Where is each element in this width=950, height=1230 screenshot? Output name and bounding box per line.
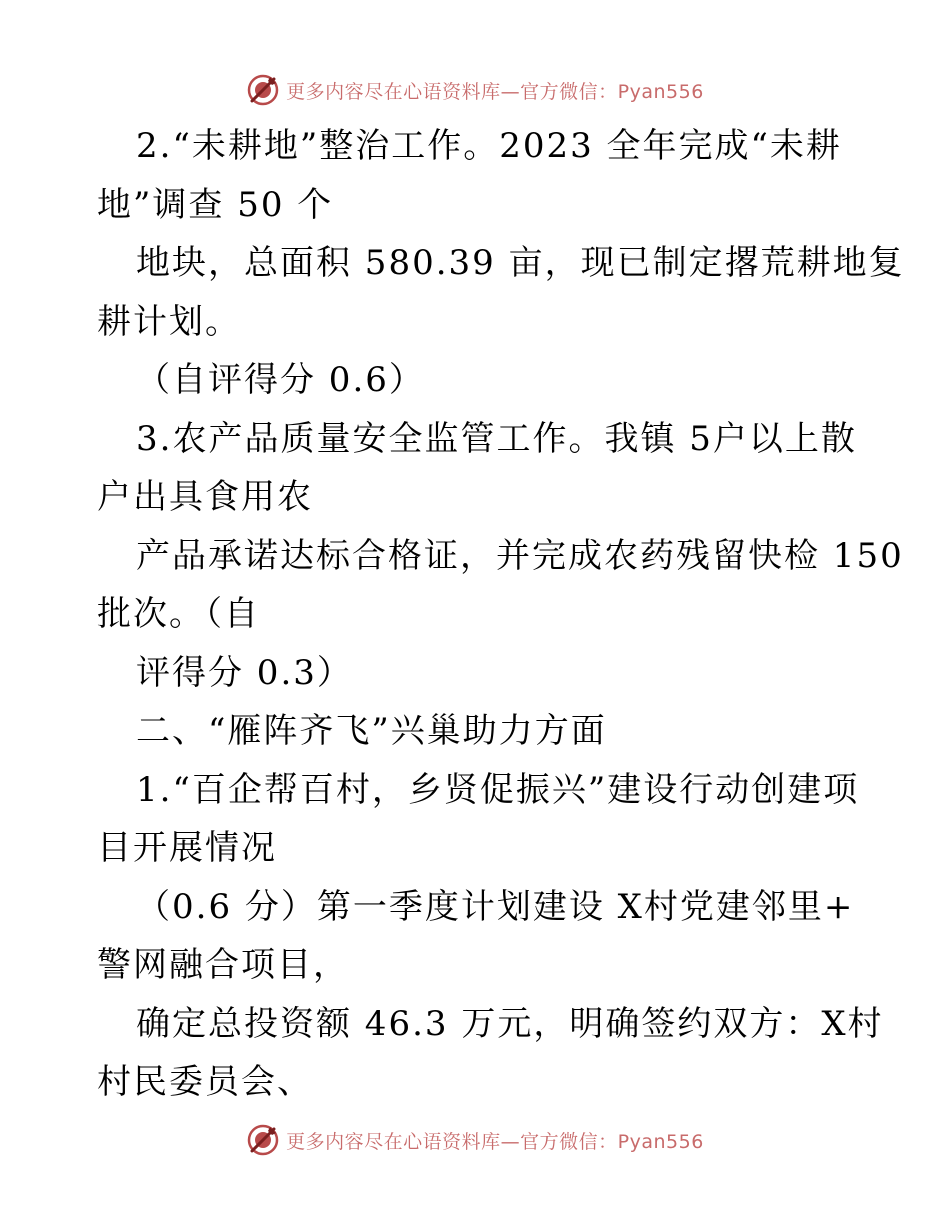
paragraph-line: 产品承诺达标合格证，并完成农药残留快检 150 [136,536,904,576]
paragraph-line: 目开展情况 [97,828,277,868]
paragraph-line: （自评得分 0.6） [136,360,425,400]
paragraph-line: 评得分 0.3） [136,653,353,693]
paragraph-line: （0.6 分）第一季度计划建设 X村党建邻里+ [136,887,855,927]
header-banner-text: 更多内容尽在心语资料库—官方微信：Pyan556 [286,80,704,103]
paragraph-line: 确定总投资额 46.3 万元，明确签约双方：X村 [136,1004,884,1044]
paragraph-line: 警网融合项目， [97,945,349,985]
footer-banner-text: 更多内容尽在心语资料库—官方微信：Pyan556 [286,1130,704,1153]
section-heading: 二、“雁阵齐飞”兴巢助力方面 [136,711,607,751]
paragraph-line: 批次。（自 [97,594,260,634]
paragraph-line: 2.“未耕地”整治工作。2023 全年完成“未耕 [136,126,842,166]
paragraph-line: 1.“百企帮百村，乡贤促振兴”建设行动创建项 [136,770,860,810]
header-banner [0,70,950,110]
paragraph-line: 地块，总面积 580.39 亩，现已制定撂荒耕地复 [136,243,905,283]
paragraph-line: 3.农产品质量安全监管工作。我镇 5户以上散 [136,419,857,459]
pen-seal-icon [246,73,280,107]
paragraph-line: 地”调查 50 个 [97,185,334,225]
pen-seal-icon [246,1123,280,1157]
footer-banner [0,1120,950,1160]
paragraph-line: 耕计划。 [97,302,241,342]
paragraph-line: 村民委员会、 [97,1062,313,1102]
paragraph-line: 户出具食用农 [97,477,313,517]
